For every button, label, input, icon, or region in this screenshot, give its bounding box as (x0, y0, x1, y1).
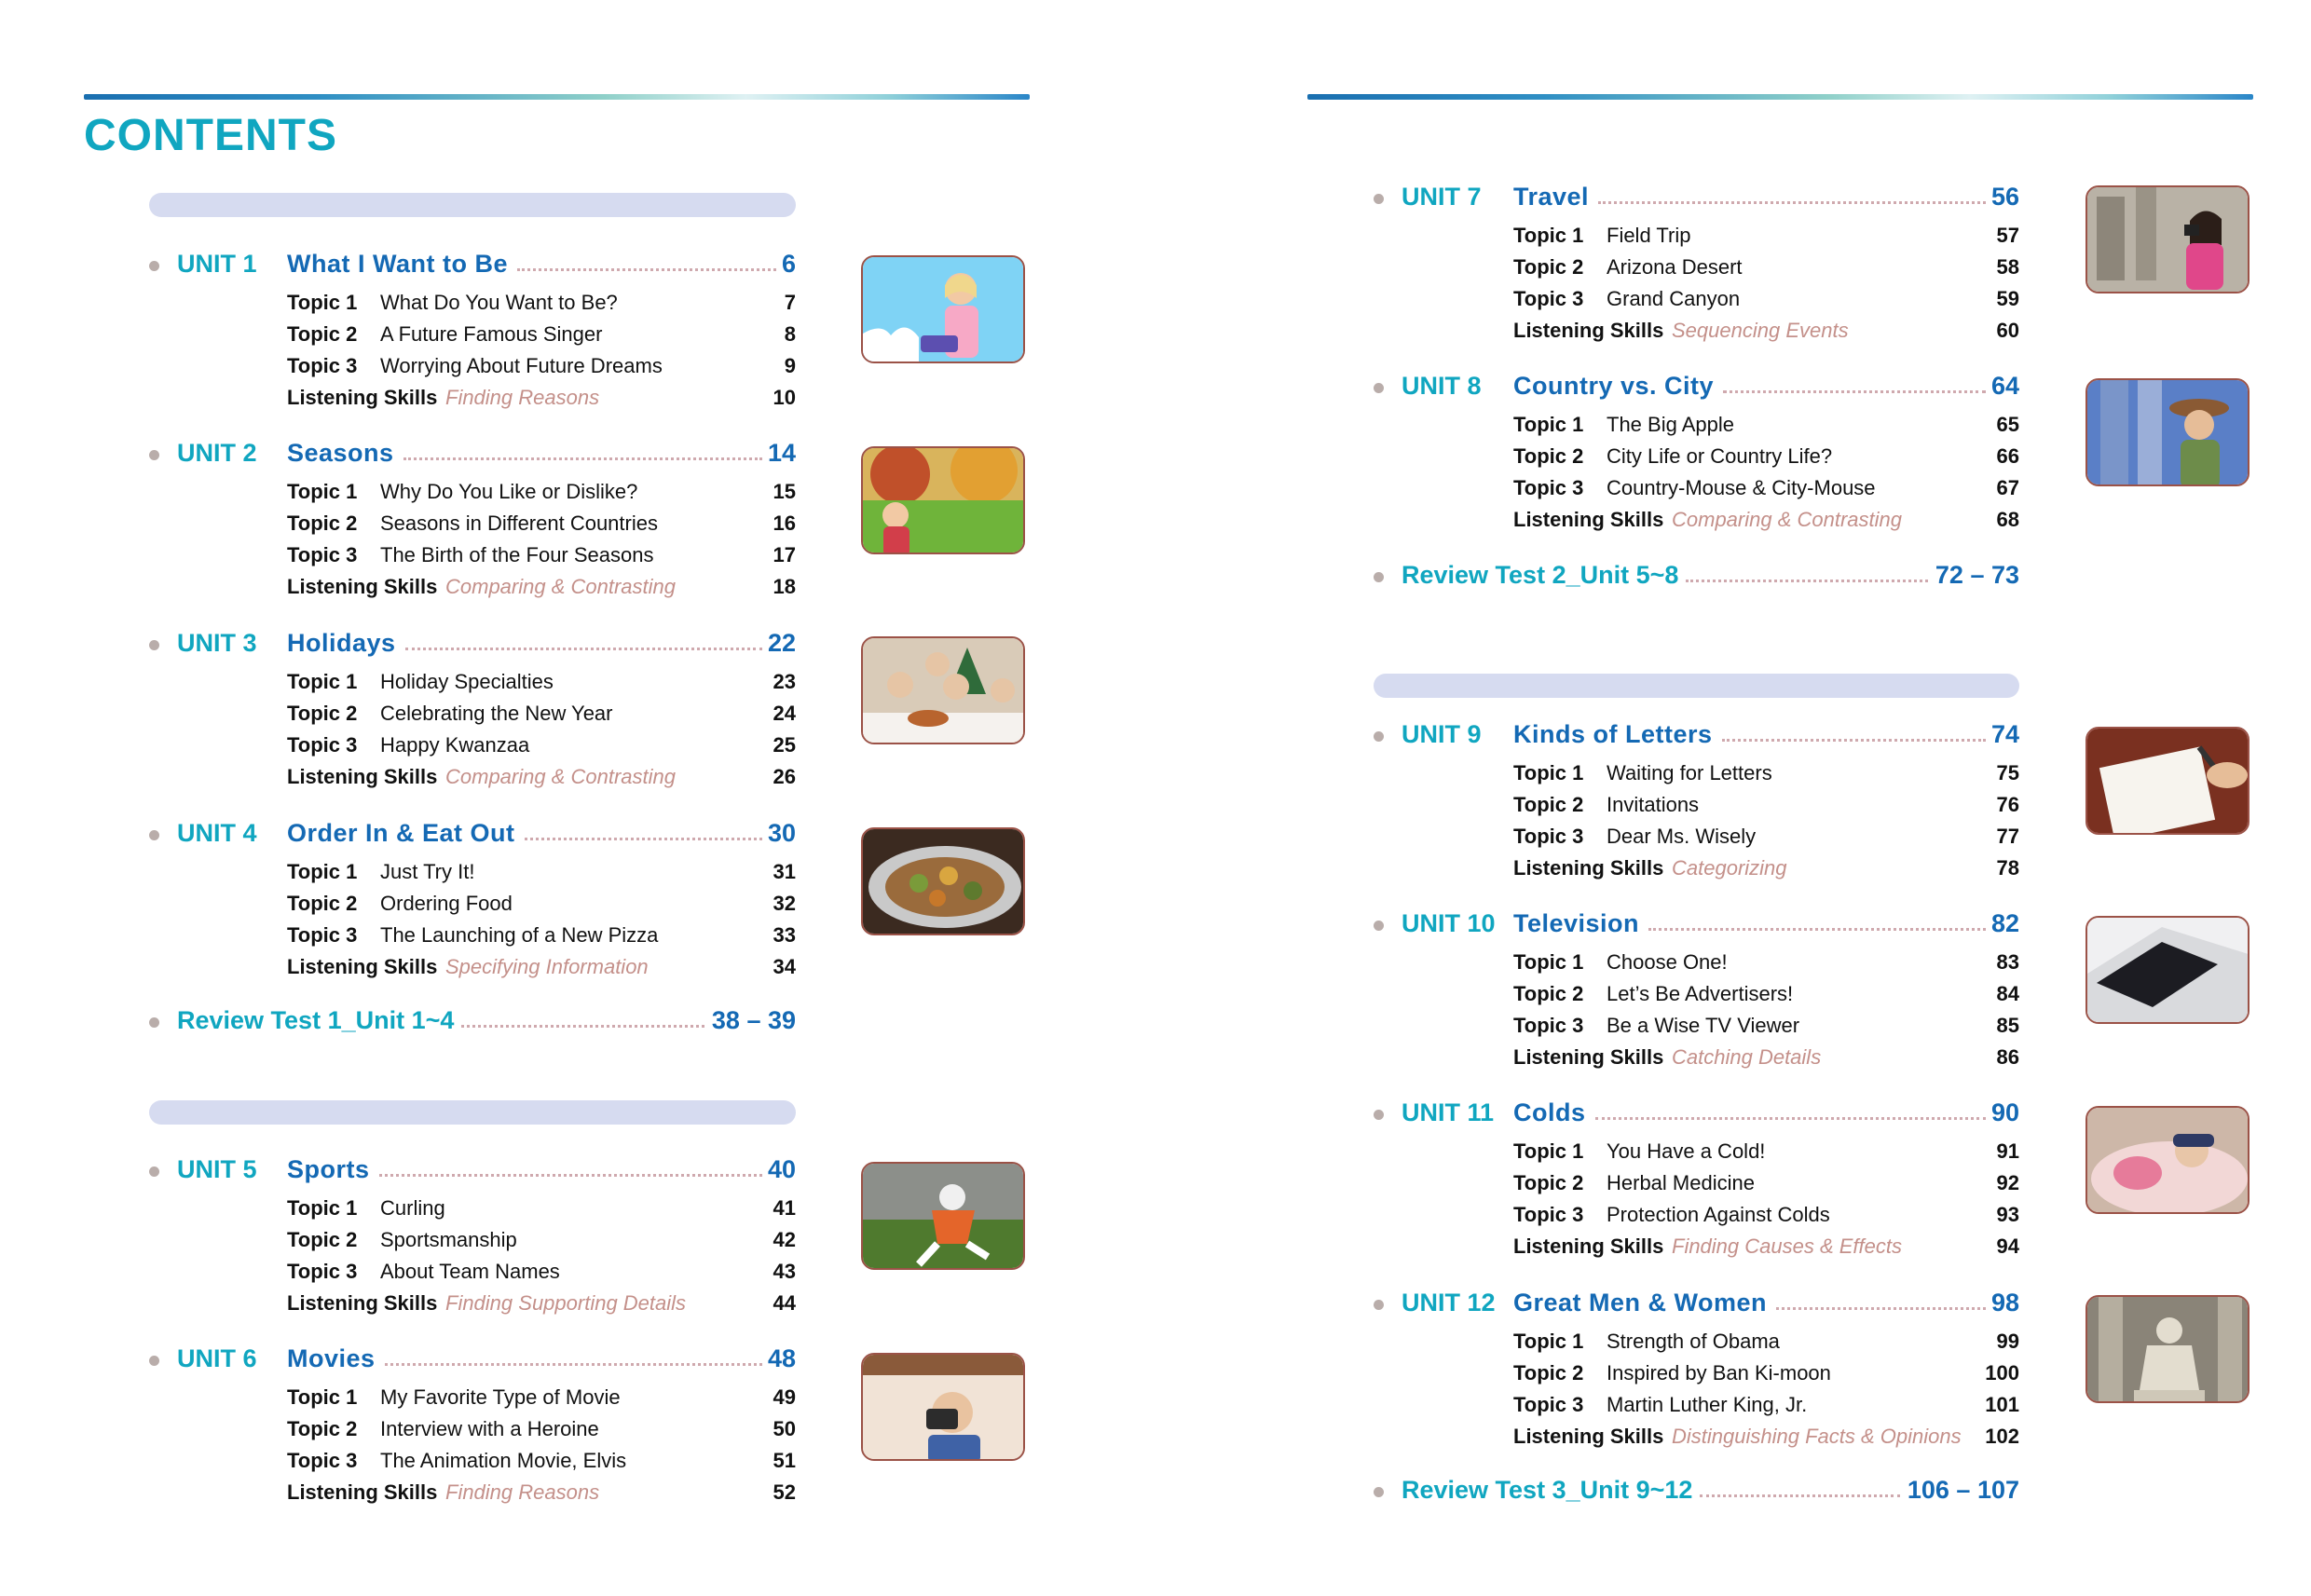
dotted-leader (517, 268, 776, 271)
unit-label: UNIT 6 (177, 1344, 257, 1372)
topic-row[interactable] (1513, 255, 2019, 283)
unit-title[interactable]: Holidays (287, 629, 396, 657)
review-test-heading[interactable] (1374, 1476, 2019, 1508)
skill-name: Categorizing (1672, 856, 1787, 880)
listening-skills-row[interactable] (287, 955, 796, 983)
dotted-leader (379, 1174, 762, 1177)
bullet-dot (149, 1166, 159, 1177)
topic-name: You Have a Cold! (1607, 1139, 1766, 1163)
topic-label: Topic 2 (287, 892, 358, 915)
page-title: CONTENTS (84, 111, 337, 160)
topic-page: 65 (1996, 413, 2019, 436)
topic-page: 41 (773, 1196, 796, 1220)
topic-name: Sportsmanship (380, 1228, 517, 1251)
topic-page: 42 (773, 1228, 796, 1251)
unit-title[interactable]: Sports (287, 1155, 370, 1183)
topic-label: Topic 3 (287, 1260, 358, 1283)
topic-page: 10 (773, 386, 796, 409)
topic-page: 85 (1996, 1014, 2019, 1037)
topic-label: Topic 1 (287, 1385, 358, 1409)
topic-page: 57 (1996, 224, 2019, 247)
topic-name: About Team Names (380, 1260, 560, 1283)
dotted-leader (525, 838, 762, 840)
topic-row[interactable] (1513, 793, 2019, 821)
review-label: Review Test 2_Unit 5~8 (1402, 561, 1679, 589)
topic-name: Strength of Obama (1607, 1330, 1780, 1353)
topic-label: Topic 3 (1513, 1203, 1584, 1226)
unit-heading[interactable] (1374, 183, 2019, 215)
unit-title[interactable]: Television (1513, 909, 1640, 937)
listening-skills-row[interactable] (1513, 1425, 2019, 1453)
unit-heading[interactable] (149, 1155, 796, 1188)
topic-page: 66 (1996, 444, 2019, 468)
topic-label: Topic 2 (287, 1228, 358, 1251)
unit-title[interactable]: Kinds of Letters (1513, 720, 1713, 748)
review-label: Review Test 1_Unit 1~4 (177, 1006, 455, 1034)
topic-page: 68 (1996, 508, 2019, 531)
topic-name: Protection Against Colds (1607, 1203, 1830, 1226)
topic-row[interactable] (287, 1449, 796, 1477)
unit-heading[interactable] (1374, 1289, 2019, 1321)
bullet-dot (1374, 731, 1384, 742)
topic-row[interactable] (287, 543, 796, 571)
unit-label: UNIT 1 (177, 250, 257, 278)
topic-page: 15 (773, 480, 796, 503)
unit-heading[interactable] (1374, 720, 2019, 753)
bullet-dot (149, 1017, 159, 1028)
unit-label: UNIT 8 (1402, 372, 1482, 400)
topic-label: Topic 1 (287, 291, 358, 314)
unit-page: 56 (1990, 183, 2019, 211)
topic-label: Topic 3 (287, 923, 358, 947)
dotted-leader (1686, 580, 1928, 582)
topic-row[interactable] (1513, 476, 2019, 504)
topic-page: 93 (1996, 1203, 2019, 1226)
skills-label: Listening Skills (287, 765, 438, 788)
topic-row[interactable] (1513, 287, 2019, 315)
topic-page: 50 (773, 1417, 796, 1440)
topic-row[interactable] (1513, 982, 2019, 1010)
unit-heading[interactable] (149, 629, 796, 662)
section-divider (1374, 674, 2019, 698)
skill-name: Comparing & Contrasting (1672, 508, 1903, 531)
topic-label: Topic 1 (1513, 1139, 1584, 1163)
girl-painting-photo (861, 255, 1025, 363)
unit-label: UNIT 11 (1402, 1098, 1495, 1126)
unit-label: UNIT 10 (1402, 909, 1496, 937)
topic-label: Topic 1 (1513, 224, 1584, 247)
bullet-dot (1374, 572, 1384, 582)
dotted-leader (1776, 1307, 1986, 1310)
unit-page: 82 (1990, 909, 2019, 937)
topic-label: Topic 1 (287, 670, 358, 693)
topic-row[interactable] (1513, 761, 2019, 789)
topic-page: 18 (773, 575, 796, 598)
topic-row[interactable] (1513, 1330, 2019, 1357)
topic-name: Herbal Medicine (1607, 1171, 1755, 1194)
topic-page: 78 (1996, 856, 2019, 880)
topic-label: Topic 3 (287, 733, 358, 757)
topic-name: Why Do You Like or Dislike? (380, 480, 638, 503)
topic-page: 44 (773, 1291, 796, 1315)
television-photo (2085, 916, 2249, 1024)
topic-page: 16 (773, 512, 796, 535)
skills-label: Listening Skills (1513, 319, 1664, 342)
unit-label: UNIT 3 (177, 629, 257, 657)
listening-skills-row[interactable] (1513, 1235, 2019, 1262)
topic-page: 9 (784, 354, 796, 377)
topic-name: Martin Luther King, Jr. (1607, 1393, 1808, 1416)
unit-page: 90 (1990, 1098, 2019, 1126)
bullet-dot (149, 261, 159, 271)
review-pages: 72 – 73 (1935, 561, 2019, 589)
top-rule-left (84, 94, 1030, 100)
topic-page: 67 (1996, 476, 2019, 499)
topic-name: My Favorite Type of Movie (380, 1385, 621, 1409)
unit-heading[interactable] (149, 819, 796, 852)
review-label: Review Test 3_Unit 9~12 (1402, 1476, 1693, 1504)
skills-label: Listening Skills (287, 386, 438, 409)
topic-name: The Big Apple (1607, 413, 1734, 436)
topic-row[interactable] (287, 1417, 796, 1445)
topic-page: 102 (1985, 1425, 2019, 1448)
topic-name: Grand Canyon (1607, 287, 1741, 310)
dotted-leader (1598, 201, 1986, 204)
skill-name: Finding Supporting Details (445, 1291, 687, 1315)
dotted-leader (385, 1363, 762, 1366)
topic-name: Inspired by Ban Ki-moon (1607, 1361, 1831, 1385)
unit-title[interactable]: Seasons (287, 439, 394, 467)
topic-label: Topic 1 (287, 860, 358, 883)
bullet-dot (1374, 194, 1384, 204)
topic-row[interactable] (287, 512, 796, 539)
topic-label: Topic 2 (1513, 793, 1584, 816)
topic-page: 92 (1996, 1171, 2019, 1194)
football-player-photo (861, 1162, 1025, 1270)
topic-row[interactable] (287, 1196, 796, 1224)
topic-label: Topic 3 (1513, 476, 1584, 499)
topic-row[interactable] (287, 892, 796, 920)
listening-skills-row[interactable] (287, 386, 796, 414)
bullet-dot (149, 1356, 159, 1366)
unit-heading[interactable] (149, 250, 796, 282)
dotted-leader (1722, 739, 1986, 742)
bullet-dot (149, 830, 159, 840)
unit-page: 48 (767, 1344, 796, 1372)
topic-row[interactable] (287, 860, 796, 888)
topic-name: Seasons in Different Countries (380, 512, 658, 535)
topic-page: 75 (1996, 761, 2019, 784)
section-divider (149, 193, 796, 217)
topic-name: What Do You Want to Be? (380, 291, 618, 314)
bullet-dot (1374, 1110, 1384, 1120)
topic-label: Topic 1 (1513, 761, 1584, 784)
topic-page: 86 (1996, 1045, 2019, 1069)
food-platter-photo (861, 827, 1025, 935)
topic-name: Celebrating the New Year (380, 702, 613, 725)
skills-label: Listening Skills (287, 575, 438, 598)
topic-label: Topic 3 (287, 354, 358, 377)
unit-title[interactable]: Travel (1513, 183, 1590, 211)
topic-page: 33 (773, 923, 796, 947)
topic-label: Topic 3 (1513, 287, 1584, 310)
topic-row[interactable] (1513, 413, 2019, 441)
topic-page: 43 (773, 1260, 796, 1283)
review-test-heading[interactable] (149, 1006, 796, 1039)
skills-label: Listening Skills (1513, 1425, 1664, 1448)
unit-title[interactable]: Order In & Eat Out (287, 819, 515, 847)
topic-name: Just Try It! (380, 860, 475, 883)
family-holiday-dinner-photo (861, 636, 1025, 744)
dotted-leader (1723, 390, 1986, 393)
topic-row[interactable] (287, 702, 796, 730)
unit-label: UNIT 2 (177, 439, 257, 467)
unit-page: 74 (1990, 720, 2019, 748)
dotted-leader (403, 457, 762, 460)
topic-row[interactable] (287, 733, 796, 761)
skill-name: Finding Reasons (445, 1480, 600, 1504)
unit-page: 98 (1990, 1289, 2019, 1316)
topic-page: 83 (1996, 950, 2019, 974)
listening-skills-row[interactable] (287, 765, 796, 793)
topic-row[interactable] (287, 291, 796, 319)
topic-label: Topic 3 (287, 543, 358, 566)
skills-label: Listening Skills (287, 1291, 438, 1315)
skill-name: Sequencing Events (1672, 319, 1849, 342)
topic-name: Curling (380, 1196, 445, 1220)
skill-name: Specifying Information (445, 955, 649, 978)
bullet-dot (149, 640, 159, 650)
unit-title[interactable]: Great Men & Women (1513, 1289, 1768, 1316)
listening-skills-row[interactable] (1513, 856, 2019, 884)
topic-name: The Birth of the Four Seasons (380, 543, 654, 566)
topic-row[interactable] (1513, 950, 2019, 978)
topic-row[interactable] (287, 354, 796, 382)
skills-label: Listening Skills (1513, 1045, 1664, 1069)
topic-name: Holiday Specialties (380, 670, 554, 693)
topic-row[interactable] (287, 1260, 796, 1288)
listening-skills-row[interactable] (1513, 319, 2019, 347)
topic-name: A Future Famous Singer (380, 322, 603, 346)
unit-heading[interactable] (1374, 1098, 2019, 1131)
skills-label: Listening Skills (1513, 856, 1664, 880)
topic-label: Topic 2 (1513, 1171, 1584, 1194)
topic-page: 60 (1996, 319, 2019, 342)
listening-skills-row[interactable] (287, 1291, 796, 1319)
topic-name: Invitations (1607, 793, 1700, 816)
topic-label: Topic 2 (287, 1417, 358, 1440)
listening-skills-row[interactable] (287, 1480, 796, 1508)
unit-heading[interactable] (1374, 372, 2019, 404)
topic-name: Interview with a Heroine (380, 1417, 599, 1440)
topic-row[interactable] (1513, 444, 2019, 472)
topic-page: 76 (1996, 793, 2019, 816)
topic-page: 58 (1996, 255, 2019, 279)
listening-skills-row[interactable] (1513, 1045, 2019, 1073)
skill-name: Catching Details (1672, 1045, 1822, 1069)
topic-page: 51 (773, 1449, 796, 1472)
topic-page: 59 (1996, 287, 2019, 310)
topic-label: Topic 1 (1513, 1330, 1584, 1353)
topic-page: 8 (784, 322, 796, 346)
dotted-leader (1700, 1494, 1899, 1497)
listening-skills-row[interactable] (287, 575, 796, 603)
review-pages: 38 – 39 (711, 1006, 796, 1034)
topic-label: Topic 1 (1513, 413, 1584, 436)
topic-page: 99 (1996, 1330, 2019, 1353)
topic-page: 101 (1985, 1393, 2019, 1416)
topic-name: Ordering Food (380, 892, 513, 915)
topic-row[interactable] (1513, 1393, 2019, 1421)
topic-label: Topic 2 (1513, 255, 1584, 279)
unit-title[interactable]: Movies (287, 1344, 376, 1372)
unit-heading[interactable] (1374, 909, 2019, 942)
topic-page: 100 (1985, 1361, 2019, 1385)
topic-label: Topic 3 (1513, 1393, 1584, 1416)
topic-name: Dear Ms. Wisely (1607, 825, 1757, 848)
topic-label: Topic 2 (1513, 982, 1584, 1005)
topic-row[interactable] (1513, 1203, 2019, 1231)
skill-name: Comparing & Contrasting (445, 765, 677, 788)
writing-letter-photo (2085, 727, 2249, 835)
bullet-dot (149, 450, 159, 460)
unit-page: 40 (767, 1155, 796, 1183)
topic-row[interactable] (287, 1385, 796, 1413)
topic-row[interactable] (287, 670, 796, 698)
topic-label: Topic 2 (287, 322, 358, 346)
bullet-dot (1374, 1300, 1384, 1310)
topic-label: Topic 3 (1513, 1014, 1584, 1037)
topic-page: 52 (773, 1480, 796, 1504)
topic-name: Worrying About Future Dreams (380, 354, 663, 377)
topic-row[interactable] (287, 923, 796, 951)
topic-row[interactable] (1513, 1361, 2019, 1389)
topic-label: Topic 3 (1513, 825, 1584, 848)
topic-page: 24 (773, 702, 796, 725)
skill-name: Comparing & Contrasting (445, 575, 677, 598)
unit-label: UNIT 7 (1402, 183, 1482, 211)
unit-page: 64 (1990, 372, 2019, 400)
topic-page: 34 (773, 955, 796, 978)
skills-label: Listening Skills (1513, 508, 1664, 531)
girl-with-camera-photo (2085, 185, 2249, 293)
topic-row[interactable] (1513, 1139, 2019, 1167)
topic-label: Topic 1 (287, 1196, 358, 1220)
unit-page: 22 (767, 629, 796, 657)
unit-label: UNIT 4 (177, 819, 257, 847)
topic-page: 23 (773, 670, 796, 693)
dotted-leader (1648, 928, 1986, 931)
topic-label: Topic 1 (1513, 950, 1584, 974)
topic-label: Topic 3 (287, 1449, 358, 1472)
unit-page: 6 (781, 250, 796, 278)
topic-name: Field Trip (1607, 224, 1691, 247)
unit-heading[interactable] (149, 1344, 796, 1377)
topic-name: City Life or Country Life? (1607, 444, 1833, 468)
skills-label: Listening Skills (1513, 1235, 1664, 1258)
topic-page: 31 (773, 860, 796, 883)
topic-label: Topic 2 (287, 512, 358, 535)
unit-title[interactable]: Colds (1513, 1098, 1586, 1126)
topic-name: Be a Wise TV Viewer (1607, 1014, 1800, 1037)
sick-girl-photo (2085, 1106, 2249, 1214)
topic-page: 32 (773, 892, 796, 915)
topic-name: Happy Kwanzaa (380, 733, 530, 757)
topic-name: Choose One! (1607, 950, 1728, 974)
topic-row[interactable] (287, 1228, 796, 1256)
topic-page: 7 (784, 291, 796, 314)
topic-name: The Animation Movie, Elvis (380, 1449, 627, 1472)
unit-title[interactable]: What I Want to Be (287, 250, 508, 278)
bullet-dot (1374, 383, 1384, 393)
topic-page: 17 (773, 543, 796, 566)
boy-with-camcorder-photo (861, 1353, 1025, 1461)
topic-page: 49 (773, 1385, 796, 1409)
dotted-leader (1595, 1117, 1986, 1120)
review-pages: 106 – 107 (1907, 1476, 2019, 1504)
topic-row[interactable] (1513, 825, 2019, 853)
topic-name: Arizona Desert (1607, 255, 1743, 279)
top-rule-right (1307, 94, 2253, 100)
unit-page: 14 (767, 439, 796, 467)
unit-label: UNIT 9 (1402, 720, 1482, 748)
topic-label: Topic 2 (287, 702, 358, 725)
dotted-leader (405, 648, 762, 650)
topic-label: Topic 2 (1513, 1361, 1584, 1385)
skill-name: Distinguishing Facts & Opinions (1672, 1425, 1962, 1448)
unit-heading[interactable] (149, 439, 796, 471)
section-divider (149, 1100, 796, 1125)
unit-page: 30 (767, 819, 796, 847)
skill-name: Finding Causes & Effects (1672, 1235, 1903, 1258)
topic-name: Let’s Be Advertisers! (1607, 982, 1794, 1005)
topic-row[interactable] (1513, 1171, 2019, 1199)
topic-label: Topic 1 (287, 480, 358, 503)
topic-page: 26 (773, 765, 796, 788)
bullet-dot (1374, 1487, 1384, 1497)
topic-page: 84 (1996, 982, 2019, 1005)
topic-label: Topic 2 (1513, 444, 1584, 468)
bullet-dot (1374, 921, 1384, 931)
topic-page: 91 (1996, 1139, 2019, 1163)
topic-row[interactable] (1513, 1014, 2019, 1042)
topic-row[interactable] (1513, 224, 2019, 252)
unit-label: UNIT 12 (1402, 1289, 1496, 1316)
topic-row[interactable] (287, 322, 796, 350)
listening-skills-row[interactable] (1513, 508, 2019, 536)
skill-name: Finding Reasons (445, 386, 600, 409)
topic-name: Country-Mouse & City-Mouse (1607, 476, 1876, 499)
child-in-autumn-park-photo (861, 446, 1025, 554)
skills-label: Listening Skills (287, 955, 438, 978)
unit-label: UNIT 5 (177, 1155, 257, 1183)
lincoln-memorial-photo (2085, 1295, 2249, 1403)
skills-label: Listening Skills (287, 1480, 438, 1504)
topic-name: Waiting for Letters (1607, 761, 1772, 784)
topic-page: 25 (773, 733, 796, 757)
unit-title[interactable]: Country vs. City (1513, 372, 1715, 400)
topic-page: 94 (1996, 1235, 2019, 1258)
cowboy-in-city-photo (2085, 378, 2249, 486)
topic-name: The Launching of a New Pizza (380, 923, 659, 947)
review-test-heading[interactable] (1374, 561, 2019, 593)
topic-page: 77 (1996, 825, 2019, 848)
dotted-leader (461, 1025, 704, 1028)
topic-row[interactable] (287, 480, 796, 508)
